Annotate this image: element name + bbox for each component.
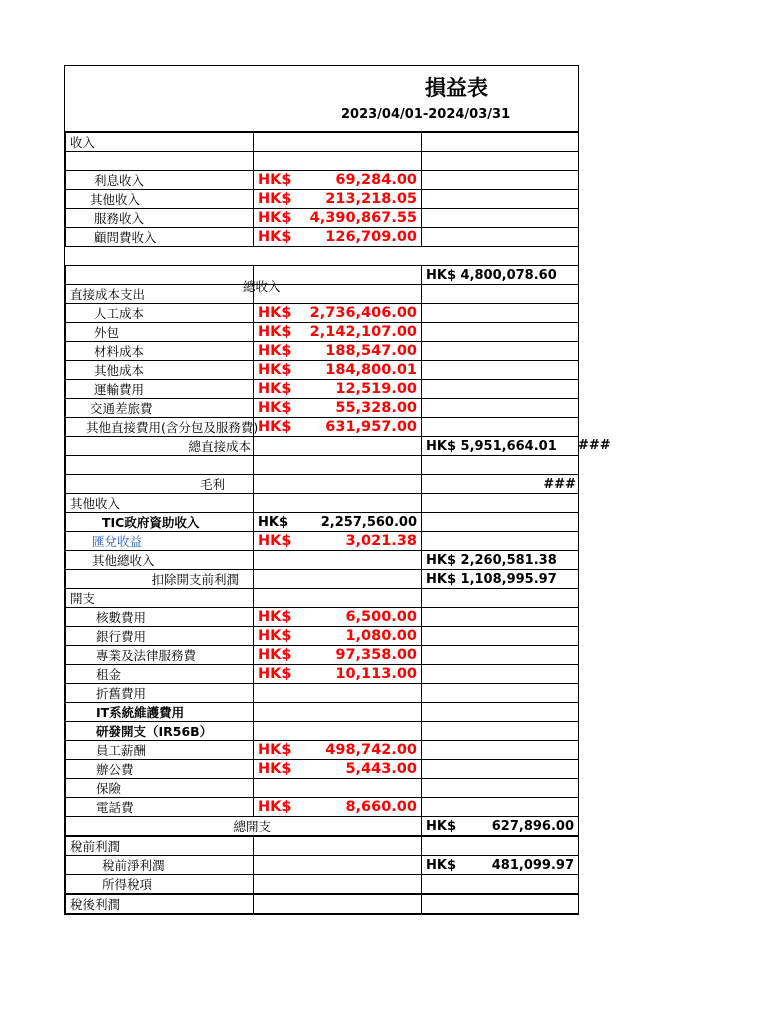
table-row: 交通差旅費 HK$ 55,328.00 bbox=[66, 399, 579, 418]
pretax-net-profit: 481,099.97 bbox=[491, 857, 574, 873]
gross-profit[interactable]: ### bbox=[422, 475, 579, 494]
table-row: 顧問費收入 HK$ 126,709.00 bbox=[66, 228, 579, 247]
profit-loss-sheet bbox=[64, 65, 611, 915]
table-row: 保險 bbox=[66, 779, 579, 798]
table-row: IT系統維護費用 bbox=[66, 703, 579, 722]
table-row: 其他成本 HK$ 184,800.01 bbox=[66, 361, 579, 380]
section-header-other-income[interactable]: 其他收入 bbox=[66, 494, 254, 513]
table-row: 扣除開支前利潤 HK$ 1,108,995.97 bbox=[66, 570, 579, 589]
total-direct-cost: 5,951,664.01 bbox=[460, 438, 557, 454]
total-expenses: 627,896.00 bbox=[491, 818, 574, 834]
table-row: 其他總收入 HK$ 2,260,581.38 bbox=[66, 551, 579, 570]
table-row: 辦公費 HK$ 5,443.00 bbox=[66, 760, 579, 779]
table-row: 運輸費用 HK$ 12,519.00 bbox=[66, 380, 579, 399]
total-income-label: 總收入 bbox=[243, 279, 281, 294]
table-row: 其他直接費用(含分包及服務費) HK$ 631,957.00 bbox=[66, 418, 579, 437]
table-row: 總直接成本 HK$ 5,951,664.01 ### bbox=[66, 437, 579, 456]
table-row: 總開支 HK$ 627,896.00 bbox=[66, 817, 579, 837]
row-label[interactable]: 顧問費收入 bbox=[66, 228, 254, 247]
overflow-marker: ### bbox=[578, 438, 611, 453]
table-row: 外包 HK$ 2,142,107.00 bbox=[66, 323, 579, 342]
report-period: 2023/04/01-2024/03/31 bbox=[341, 107, 511, 122]
table-row: 員工薪酬 HK$ 498,742.00 bbox=[66, 741, 579, 760]
statement-table bbox=[65, 132, 611, 914]
pre-expense-profit: 1,108,995.97 bbox=[460, 571, 557, 587]
table-row: 稅前淨利潤 HK$ 481,099.97 bbox=[66, 856, 579, 875]
section-header-aftertax[interactable]: 稅後利潤 bbox=[66, 894, 254, 914]
table-row: 所得稅項 bbox=[66, 875, 579, 895]
section-header-direct-cost[interactable]: 直接成本支出 bbox=[66, 285, 254, 304]
table-row: 利息收入 HK$ 69,284.00 bbox=[66, 171, 579, 190]
table-row: 租金 HK$ 10,113.00 bbox=[66, 665, 579, 684]
table-row: 折舊費用 bbox=[66, 684, 579, 703]
row-label[interactable]: 利息收入 bbox=[66, 171, 254, 190]
amount-cell: 4,390,867.55 bbox=[309, 210, 417, 226]
section-header-expenses[interactable]: 開支 bbox=[66, 589, 254, 608]
table-row: 銀行費用 HK$ 1,080.00 bbox=[66, 627, 579, 646]
table-row: 電話費 HK$ 8,660.00 bbox=[66, 798, 579, 817]
table-row: HK$ 4,800,078.60 bbox=[66, 266, 579, 285]
row-label[interactable]: 其他收入 bbox=[66, 190, 254, 209]
total-other-income: 2,260,581.38 bbox=[460, 552, 557, 568]
section-header-income[interactable]: 收入 bbox=[66, 133, 254, 152]
table-row: 研發開支（IR56B） bbox=[66, 722, 579, 741]
page-title: 損益表 bbox=[425, 76, 488, 100]
table-row: 專業及法律服務費 HK$ 97,358.00 bbox=[66, 646, 579, 665]
section-header-pretax[interactable]: 稅前利潤 bbox=[66, 836, 254, 856]
table-row: 核數費用 HK$ 6,500.00 bbox=[66, 608, 579, 627]
amount-cell: 213,218.05 bbox=[325, 191, 417, 207]
row-label[interactable]: 服務收入 bbox=[66, 209, 254, 228]
amount-cell: 69,284.00 bbox=[335, 172, 417, 188]
table-row: 匯兌收益 HK$ 3,021.38 bbox=[66, 532, 579, 551]
table-row: 其他收入 HK$ 213,218.05 bbox=[66, 190, 579, 209]
table-row: 服務收入 HK$ 4,390,867.55 bbox=[66, 209, 579, 228]
table-row: TIC政府資助收入 HK$ 2,257,560.00 bbox=[66, 513, 579, 532]
total-income: 4,800,078.60 bbox=[460, 267, 557, 283]
table-row: 毛利 ### bbox=[66, 475, 579, 494]
table-row: 材料成本 HK$ 188,547.00 bbox=[66, 342, 579, 361]
table-row: 人工成本 HK$ 2,736,406.00 bbox=[66, 304, 579, 323]
amount-cell: 126,709.00 bbox=[325, 229, 417, 245]
title-block bbox=[65, 66, 578, 132]
